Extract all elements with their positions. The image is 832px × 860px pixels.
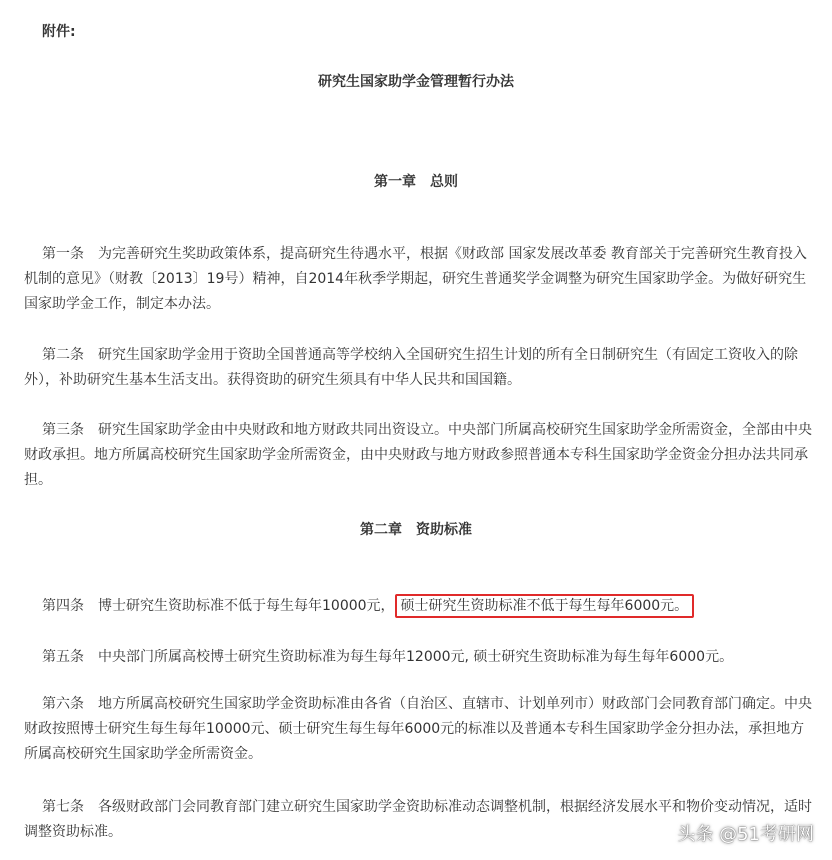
article-5: 第五条 中央部门所属高校博士研究生资助标准为每生每年12000元, 硕士研究生资助标准为每生每年6000元。 [42, 649, 734, 665]
article-1: 第一条 为完善研究生奖助政策体系，提高研究生待遇水平，根据《财政部 国家发展改革委 教育部关于完善研究生教育投入机制的意见》（财教〔2013〕19号）精神，自2014年秋季学期起，研究生普通奖学金调整为研究生国家助学金。为做好研究生国家助学金工作，制定本办法。 [24, 246, 807, 312]
article-2: 第二条 研究生国家助学金用于资助全国普通高等学校纳入全国研究生招生计划的所有全日制研究生（有固定工资收入的除外），补助研究生基本生活支出。获得资助的研究生须具有中华人民共和国国籍。 [24, 347, 798, 388]
article-7: 第七条 各级财政部门会同教育部门建立研究生国家助学金资助标准动态调整机制，根据经济发展水平和物价变动情况，适时调整资助标准。 [24, 799, 812, 840]
article-6: 第六条 地方所属高校研究生国家助学金资助标准由各省（自治区、直辖市、计划单列市）财政部门会同教育部门确定。中央财政按照博士研究生每生每年10000元、硕士研究生每生每年6000元的标准以及普通本专科生国家助学金分担办法，承担地方所属高校研究生国家助学金所需资金。 [24, 696, 812, 762]
chapter-heading-1: 第一章 总则 [374, 174, 458, 190]
attachment-label: 附件: [42, 24, 76, 40]
chapter-heading-2: 第二章 资助标准 [360, 522, 472, 538]
article-4-text: 第四条 博士研究生资助标准不低于每生每年10000元， [42, 598, 395, 614]
watermark-text: 头条 @51考研网 [677, 824, 814, 845]
article-3: 第三条 研究生国家助学金由中央财政和地方财政共同出资设立。中央部门所属高校研究生国家助学金所需资金，全部由中央财政承担。地方所属高校研究生国家助学金所需资金，由中央财政与地方财政参照普通本专科生国家助学金资金分担办法共同承担。 [24, 422, 812, 488]
document-title: 研究生国家助学金管理暂行办法 [318, 74, 514, 90]
highlighted-master-standard: 硕士研究生资助标准不低于每生每年6000元。 [395, 594, 695, 618]
watermark [677, 820, 814, 846]
article-4 [24, 594, 814, 619]
